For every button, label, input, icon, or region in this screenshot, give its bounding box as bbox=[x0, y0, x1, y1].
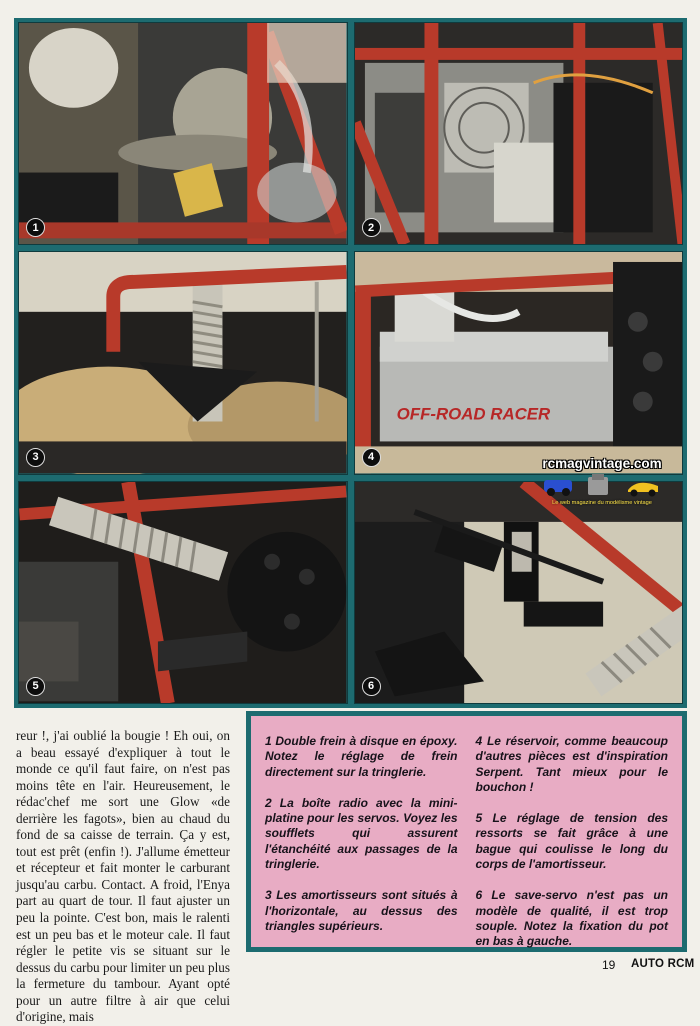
photo-number: 6 bbox=[362, 677, 381, 696]
watermark bbox=[536, 456, 668, 516]
photo-number: 3 bbox=[26, 448, 45, 467]
caption-3: 3 Les amortisseurs sont situés à l'horizontale, au dessus des triangles supérieurs. bbox=[265, 888, 458, 933]
tank-label: OFF-ROAD RACER bbox=[396, 404, 550, 424]
caption-column-left bbox=[265, 734, 458, 950]
photo-3-image bbox=[19, 252, 347, 473]
caption-2: 2 La boîte radio avec la mini-platine pour les servos. Voyez les soufflets qui assurent l'étanchéité aux passages de la tringlerie. bbox=[265, 795, 458, 872]
photo-1-image bbox=[19, 23, 347, 244]
page-number: 19 bbox=[602, 958, 616, 972]
photo-number: 5 bbox=[26, 677, 45, 696]
photo-5-image bbox=[19, 482, 347, 703]
caption-box bbox=[246, 711, 687, 952]
photo-2-image bbox=[355, 23, 683, 244]
photo-3-shock-absorbers bbox=[18, 251, 348, 474]
photo-5-spring-adjustment bbox=[18, 481, 348, 704]
caption-6: 6 Le save-servo n'est pas un modèle de qualité, il est trop souple. Notez la fixation du pot en bas à gauche. bbox=[475, 888, 668, 949]
caption-column-right bbox=[476, 734, 669, 950]
photo-number: 1 bbox=[26, 218, 45, 237]
watermark-logo bbox=[542, 474, 662, 498]
photo-number: 2 bbox=[362, 218, 381, 237]
article-body-text: reur !, j'ai oublié la bougie ! Eh oui, on a beau essayé d'expliquer à tout le monde ce qu'il faut faire, on n'est pas moins tête en l'air. Heureusement, le rédac'chef me sort une Glow «de derrière les fagots», bien au chaud du fond de sa caisse de terrain. Ça y est, tout est prêt (enfin !). J'allume émetteur et récepteur et fait monter le carburant jusqu'au carbu. Contact. A froid, l'Enya part au quart de tour. Il faut ajuster un peu la pointe. C'est bon, mais le ralenti est un peu bas et le moteur cale. Il faut régler le petite vis se situant sur le dessus du carbu pour limiter un peu plus la fermeture du tambour. Ayant opté pour un autre filtre à air que celui d'origine, mais bbox=[16, 728, 230, 1025]
caption-5: 5 Le réglage de tension des ressorts se fait grâce à une bague qui coulisse le long du corps de l'amortisseur. bbox=[475, 811, 668, 872]
photo-4-image bbox=[355, 252, 683, 473]
watermark-subtitle: Le web magazine du modélisme vintage bbox=[552, 500, 652, 506]
caption-4: 4 Le réservoir, comme beaucoup d'autres pièces est d'inspiration Serpent. Tant mieux pour le bouchon ! bbox=[475, 734, 668, 794]
magazine-name: AUTO RCM bbox=[631, 958, 695, 970]
caption-1: 1 Double frein à disque en époxy. Notez le réglage de frein directement sur la tringlerie. bbox=[265, 734, 458, 779]
photo-4-fuel-tank bbox=[354, 251, 684, 474]
photo-grid bbox=[14, 18, 687, 708]
photo-1-brake-disc bbox=[18, 22, 348, 245]
photo-number: 4 bbox=[362, 448, 381, 467]
watermark-title: rcmagvintage.com bbox=[542, 456, 662, 471]
photo-2-radio-box bbox=[354, 22, 684, 245]
